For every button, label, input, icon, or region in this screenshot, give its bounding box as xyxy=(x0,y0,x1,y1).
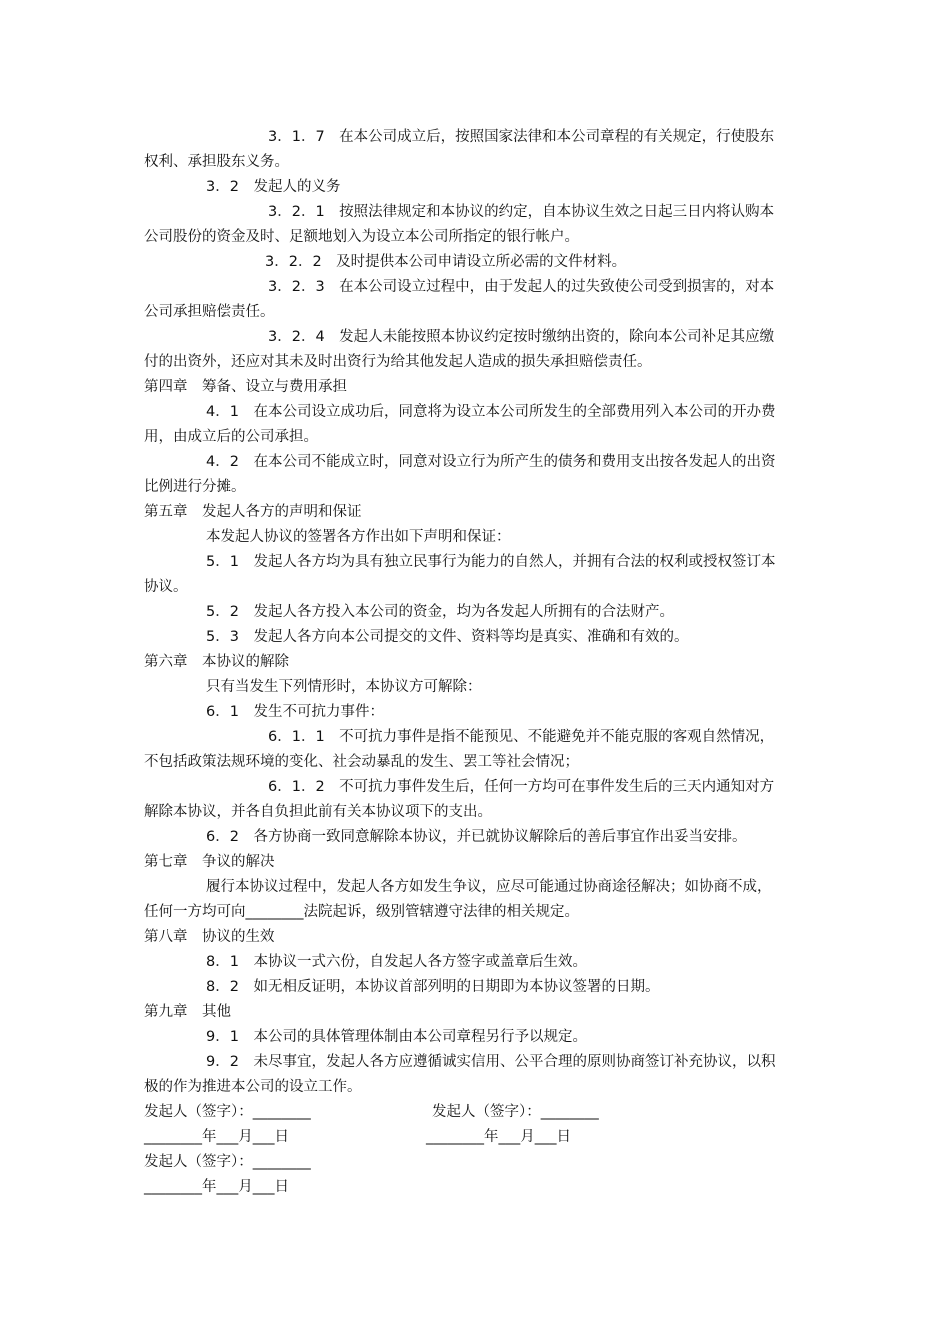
section-3-2-heading: 3．2 发起人的义务 xyxy=(206,179,341,195)
clause-3-1-7-line-2: 权利、承担股东义务。 xyxy=(144,154,289,170)
clause-3-2-1-line-2: 公司股份的资金及时、足额地划入为设立本公司所指定的银行帐户。 xyxy=(144,229,579,245)
clause-9-2-line-1: 9．2 未尽事宜，发起人各方应遵循诚实信用、公平合理的原则协商签订补充协议，以积 xyxy=(206,1054,776,1070)
chapter-8-heading: 第八章 协议的生效 xyxy=(144,929,275,945)
clause-3-2-4-line-2: 付的出资外，还应对其未及时出资行为给其他发起人造成的损失承担赔偿责任。 xyxy=(144,354,652,370)
chapter-7-text-line-2: 任何一方均可向________法院起诉，级别管辖遵守法律的相关规定。 xyxy=(144,904,579,920)
chapter-7-heading: 第七章 争议的解决 xyxy=(144,854,275,870)
clause-3-2-4-line-1: 3．2．4 发起人未能按照本协议约定按时缴纳出资的，除向本公司补足其应缴 xyxy=(268,329,775,345)
clause-5-1-line-2: 协议。 xyxy=(144,579,188,595)
clause-5-1-line-1: 5．1 发起人各方均为具有独立民事行为能力的自然人，并拥有合法的权利或授权签订本 xyxy=(206,554,776,570)
clause-4-1-line-1: 4．1 在本公司设立成功后，同意将为设立本公司所发生的全部费用列入本公司的开办费 xyxy=(206,404,776,420)
clause-5-3: 5．3 发起人各方向本公司提交的文件、资料等均是真实、准确和有效的。 xyxy=(206,629,689,645)
clause-3-1-7-line-1: 3．1．7 在本公司成立后，按照国家法律和本公司章程的有关规定，行使股东 xyxy=(268,129,775,145)
clause-6-1-2-line-1: 6．1．2 不可抗力事件发生后，任何一方均可在事件发生后的三天内通知对方 xyxy=(268,779,775,795)
chapter-7-text-line-1: 履行本协议过程中，发起人各方如发生争议，应尽可能通过协商途径解决；如协商不成， xyxy=(206,879,772,895)
clause-5-2: 5．2 发起人各方投入本公司的资金，均为各发起人所拥有的合法财产。 xyxy=(206,604,674,620)
clause-4-2-line-1: 4．2 在本公司不能成立时，同意对设立行为所产生的债务和费用支出按各发起人的出资 xyxy=(206,454,776,470)
clause-3-2-2: 3．2．2 及时提供本公司申请设立所必需的文件材料。 xyxy=(265,254,627,270)
clause-6-2: 6．2 各方协商一致同意解除本协议，并已就协议解除后的善后事宜作出妥当安排。 xyxy=(206,829,747,845)
clause-8-2: 8．2 如无相反证明，本协议首部列明的日期即为本协议签署的日期。 xyxy=(206,979,660,995)
clause-6-1-1-line-1: 6．1．1 不可抗力事件是指不能预见、不能避免并不能克服的客观自然情况， xyxy=(268,729,775,745)
signature-date-2: ________年___月___日 xyxy=(426,1129,571,1145)
chapter-6-intro: 只有当发生下列情形时，本协议方可解除： xyxy=(206,679,482,695)
signature-label-1: 发起人（签字）：________ xyxy=(144,1104,311,1120)
signature-date-3: ________年___月___日 xyxy=(144,1179,289,1195)
chapter-4-heading: 第四章 筹备、设立与费用承担 xyxy=(144,379,347,395)
signature-label-2: 发起人（签字）：________ xyxy=(432,1104,599,1120)
chapter-9-heading: 第九章 其他 xyxy=(144,1004,231,1020)
clause-3-2-3-line-2: 公司承担赔偿责任。 xyxy=(144,304,275,320)
clause-9-2-line-2: 极的作为推进本公司的设立工作。 xyxy=(144,1079,362,1095)
clause-6-1-2-line-2: 解除本协议，并各自负担此前有关本协议项下的支出。 xyxy=(144,804,492,820)
clause-6-1-1-line-2: 不包括政策法规环境的变化、社会动暴乱的发生、罢工等社会情况； xyxy=(144,754,579,770)
chapter-5-intro: 本发起人协议的签署各方作出如下声明和保证： xyxy=(206,529,511,545)
clause-3-2-3-line-1: 3．2．3 在本公司设立过程中，由于发起人的过失致使公司受到损害的，对本 xyxy=(268,279,775,295)
clause-3-2-1-line-1: 3．2．1 按照法律规定和本协议的约定，自本协议生效之日起三日内将认购本 xyxy=(268,204,775,220)
chapter-5-heading: 第五章 发起人各方的声明和保证 xyxy=(144,504,362,520)
clause-6-1: 6．1 发生不可抗力事件： xyxy=(206,704,384,720)
clause-8-1: 8．1 本协议一式六份，自发起人各方签字或盖章后生效。 xyxy=(206,954,587,970)
chapter-6-heading: 第六章 本协议的解除 xyxy=(144,654,289,670)
clause-4-1-line-2: 用，由成立后的公司承担。 xyxy=(144,429,318,445)
signature-label-3: 发起人（签字）：________ xyxy=(144,1154,311,1170)
clause-4-2-line-2: 比例进行分摊。 xyxy=(144,479,246,495)
signature-date-1: ________年___月___日 xyxy=(144,1129,289,1145)
clause-9-1: 9．1 本公司的具体管理体制由本公司章程另行予以规定。 xyxy=(206,1029,587,1045)
